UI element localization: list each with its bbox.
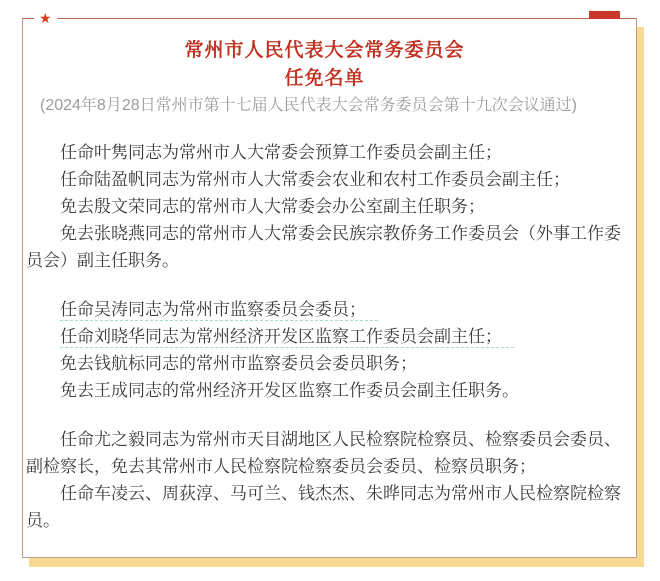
appointment-line: 任命陆盈帆同志为常州市人大常委会农业和农村工作委员会副主任； bbox=[60, 170, 570, 189]
dismissal-line: 免去张晓燕同志的常州市人大常委会民族宗教侨务工作委员会（外事工作委员会）副主任职务。 bbox=[26, 224, 621, 270]
red-block-decoration bbox=[589, 11, 620, 19]
title-line-2: 任免名单 bbox=[284, 68, 365, 89]
section-procuratorate-appointments bbox=[26, 426, 623, 534]
appointment-line bbox=[26, 323, 623, 350]
document-card bbox=[22, 10, 637, 558]
star-icon: ★ bbox=[34, 10, 57, 27]
appointment-line: 任命叶隽同志为常州市人大常委会预算工作委员会副主任； bbox=[60, 143, 502, 162]
appointment-line: 任命尤之毅同志为常州市天目湖地区人民检察院检察员、检察委员会委员、副检察长，免去其常州市人民检察院检察委员会委员、检察员职务； bbox=[26, 430, 621, 476]
dismissal-line: 免去钱航标同志的常州市监察委员会委员职务； bbox=[60, 354, 417, 373]
dismissal-line: 免去殷文荣同志的常州市人大常委会办公室副主任职务； bbox=[60, 197, 485, 216]
title-line-1: 常州市人民代表大会常务委员会 bbox=[184, 40, 465, 61]
dismissal-line: 免去王成同志的常州经济开发区监察工作委员会副主任职务。 bbox=[60, 381, 519, 400]
section-people-congress-appointments bbox=[26, 139, 623, 274]
document-title bbox=[26, 37, 623, 93]
appointment-line: 任命车凌云、周荻淳、马可兰、钱杰杰、朱晔同志为常州市人民检察院检察员。 bbox=[26, 484, 621, 530]
underlined-text: 任命吴涛同志为常州市监察委员会委员； bbox=[60, 300, 378, 321]
document-subtitle: (2024年8月28日常州市第十七届人民代表大会常务委员会第十九次会议通过) bbox=[40, 97, 577, 114]
underlined-text: 任命刘晓华同志为常州经济开发区监察工作委员会副主任； bbox=[60, 327, 514, 348]
section-supervision-committee-appointments bbox=[26, 296, 623, 404]
appointment-line bbox=[26, 296, 623, 323]
